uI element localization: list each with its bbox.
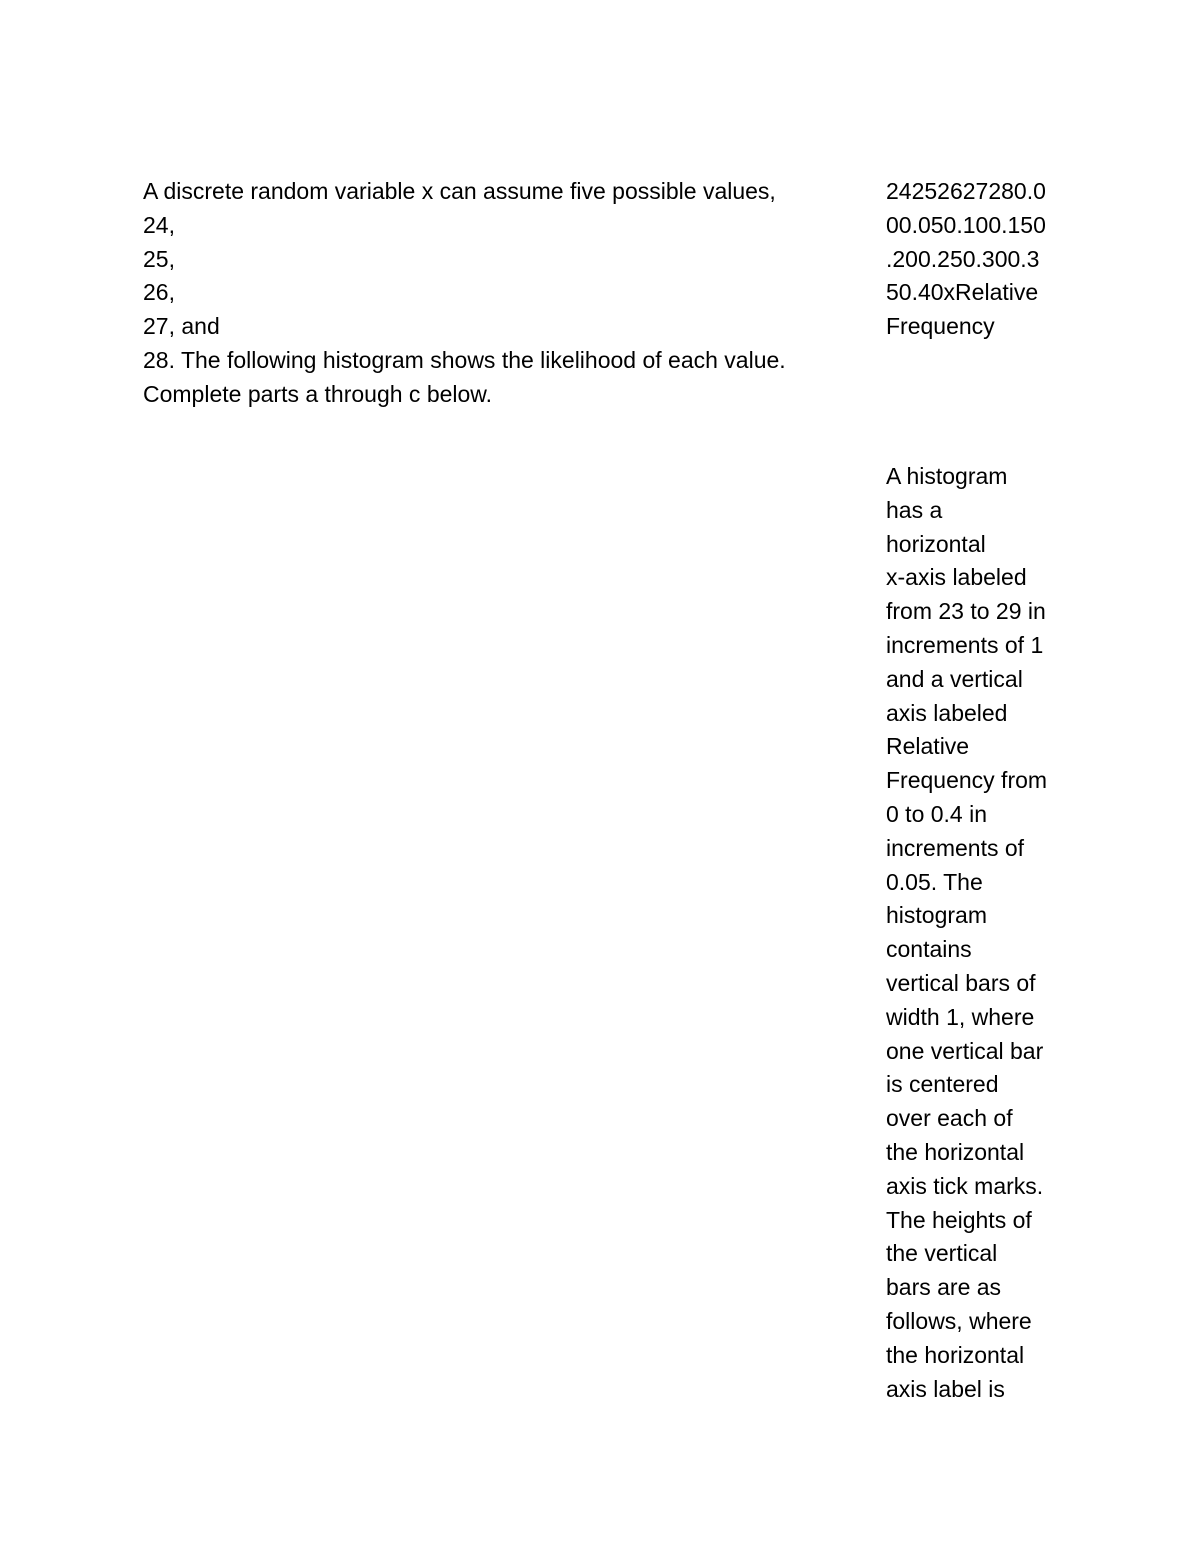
alt-text-line: follows, where (886, 1307, 1032, 1334)
alt-text-line: Relative (886, 733, 970, 760)
alt-text-line: The heights of (886, 1206, 1032, 1233)
alt-text-line: 0.05. The (886, 868, 983, 895)
alt-text-line: one vertical bar (886, 1037, 1044, 1064)
axis-text-line: .200.250.300.3 (886, 245, 1040, 272)
alt-text-line: over each of (886, 1105, 1013, 1132)
alt-text-line: the horizontal (886, 1341, 1025, 1368)
alt-text-line: axis labeled (886, 699, 1008, 726)
problem-text (143, 175, 873, 412)
alt-text-line: increments of 1 (886, 631, 1044, 658)
problem-line: 24, (143, 211, 175, 238)
alt-text-line: A histogram (886, 463, 1008, 489)
alt-text-line: is centered (886, 1071, 999, 1098)
alt-text-line: and a vertical (886, 665, 1023, 692)
axis-text-line: 50.40xRelative (886, 279, 1039, 306)
alt-text-line: the horizontal (886, 1138, 1025, 1165)
problem-line: A discrete random variable x can assume five possible values, (143, 178, 776, 204)
histogram-alt-text (886, 460, 1058, 1406)
problem-line: Complete parts a through c below. (143, 380, 493, 407)
axis-text-line: Frequency (886, 313, 995, 340)
alt-text-line: axis label is (886, 1375, 1005, 1402)
axis-text-line: 24252627280.0 (886, 178, 1046, 204)
alt-text-line: increments of (886, 834, 1025, 861)
alt-text-line: the vertical (886, 1240, 998, 1267)
alt-text-line: histogram (886, 902, 987, 929)
problem-line: 25, (143, 245, 175, 272)
alt-text-line: has a (886, 496, 943, 523)
alt-text-line: x-axis labeled (886, 564, 1027, 591)
problem-line: 27, and (143, 313, 220, 340)
alt-text-line: horizontal (886, 530, 986, 557)
alt-text-line: width 1, where (886, 1003, 1035, 1030)
problem-line: 26, (143, 279, 175, 306)
axis-text-line: 00.050.100.150 (886, 211, 1046, 238)
problem-line: 28. The following histogram shows the likelihood of each value. (143, 346, 786, 373)
histogram-axis-text (886, 175, 1058, 344)
alt-text-line: 0 to 0.4 in (886, 800, 988, 827)
alt-text-line: axis tick marks. (886, 1172, 1044, 1199)
alt-text-line: bars are as (886, 1274, 1002, 1301)
alt-text-line: contains (886, 936, 972, 963)
alt-text-line: Frequency from (886, 767, 1048, 794)
alt-text-line: from 23 to 29 in (886, 598, 1046, 625)
alt-text-line: vertical bars of (886, 969, 1036, 996)
